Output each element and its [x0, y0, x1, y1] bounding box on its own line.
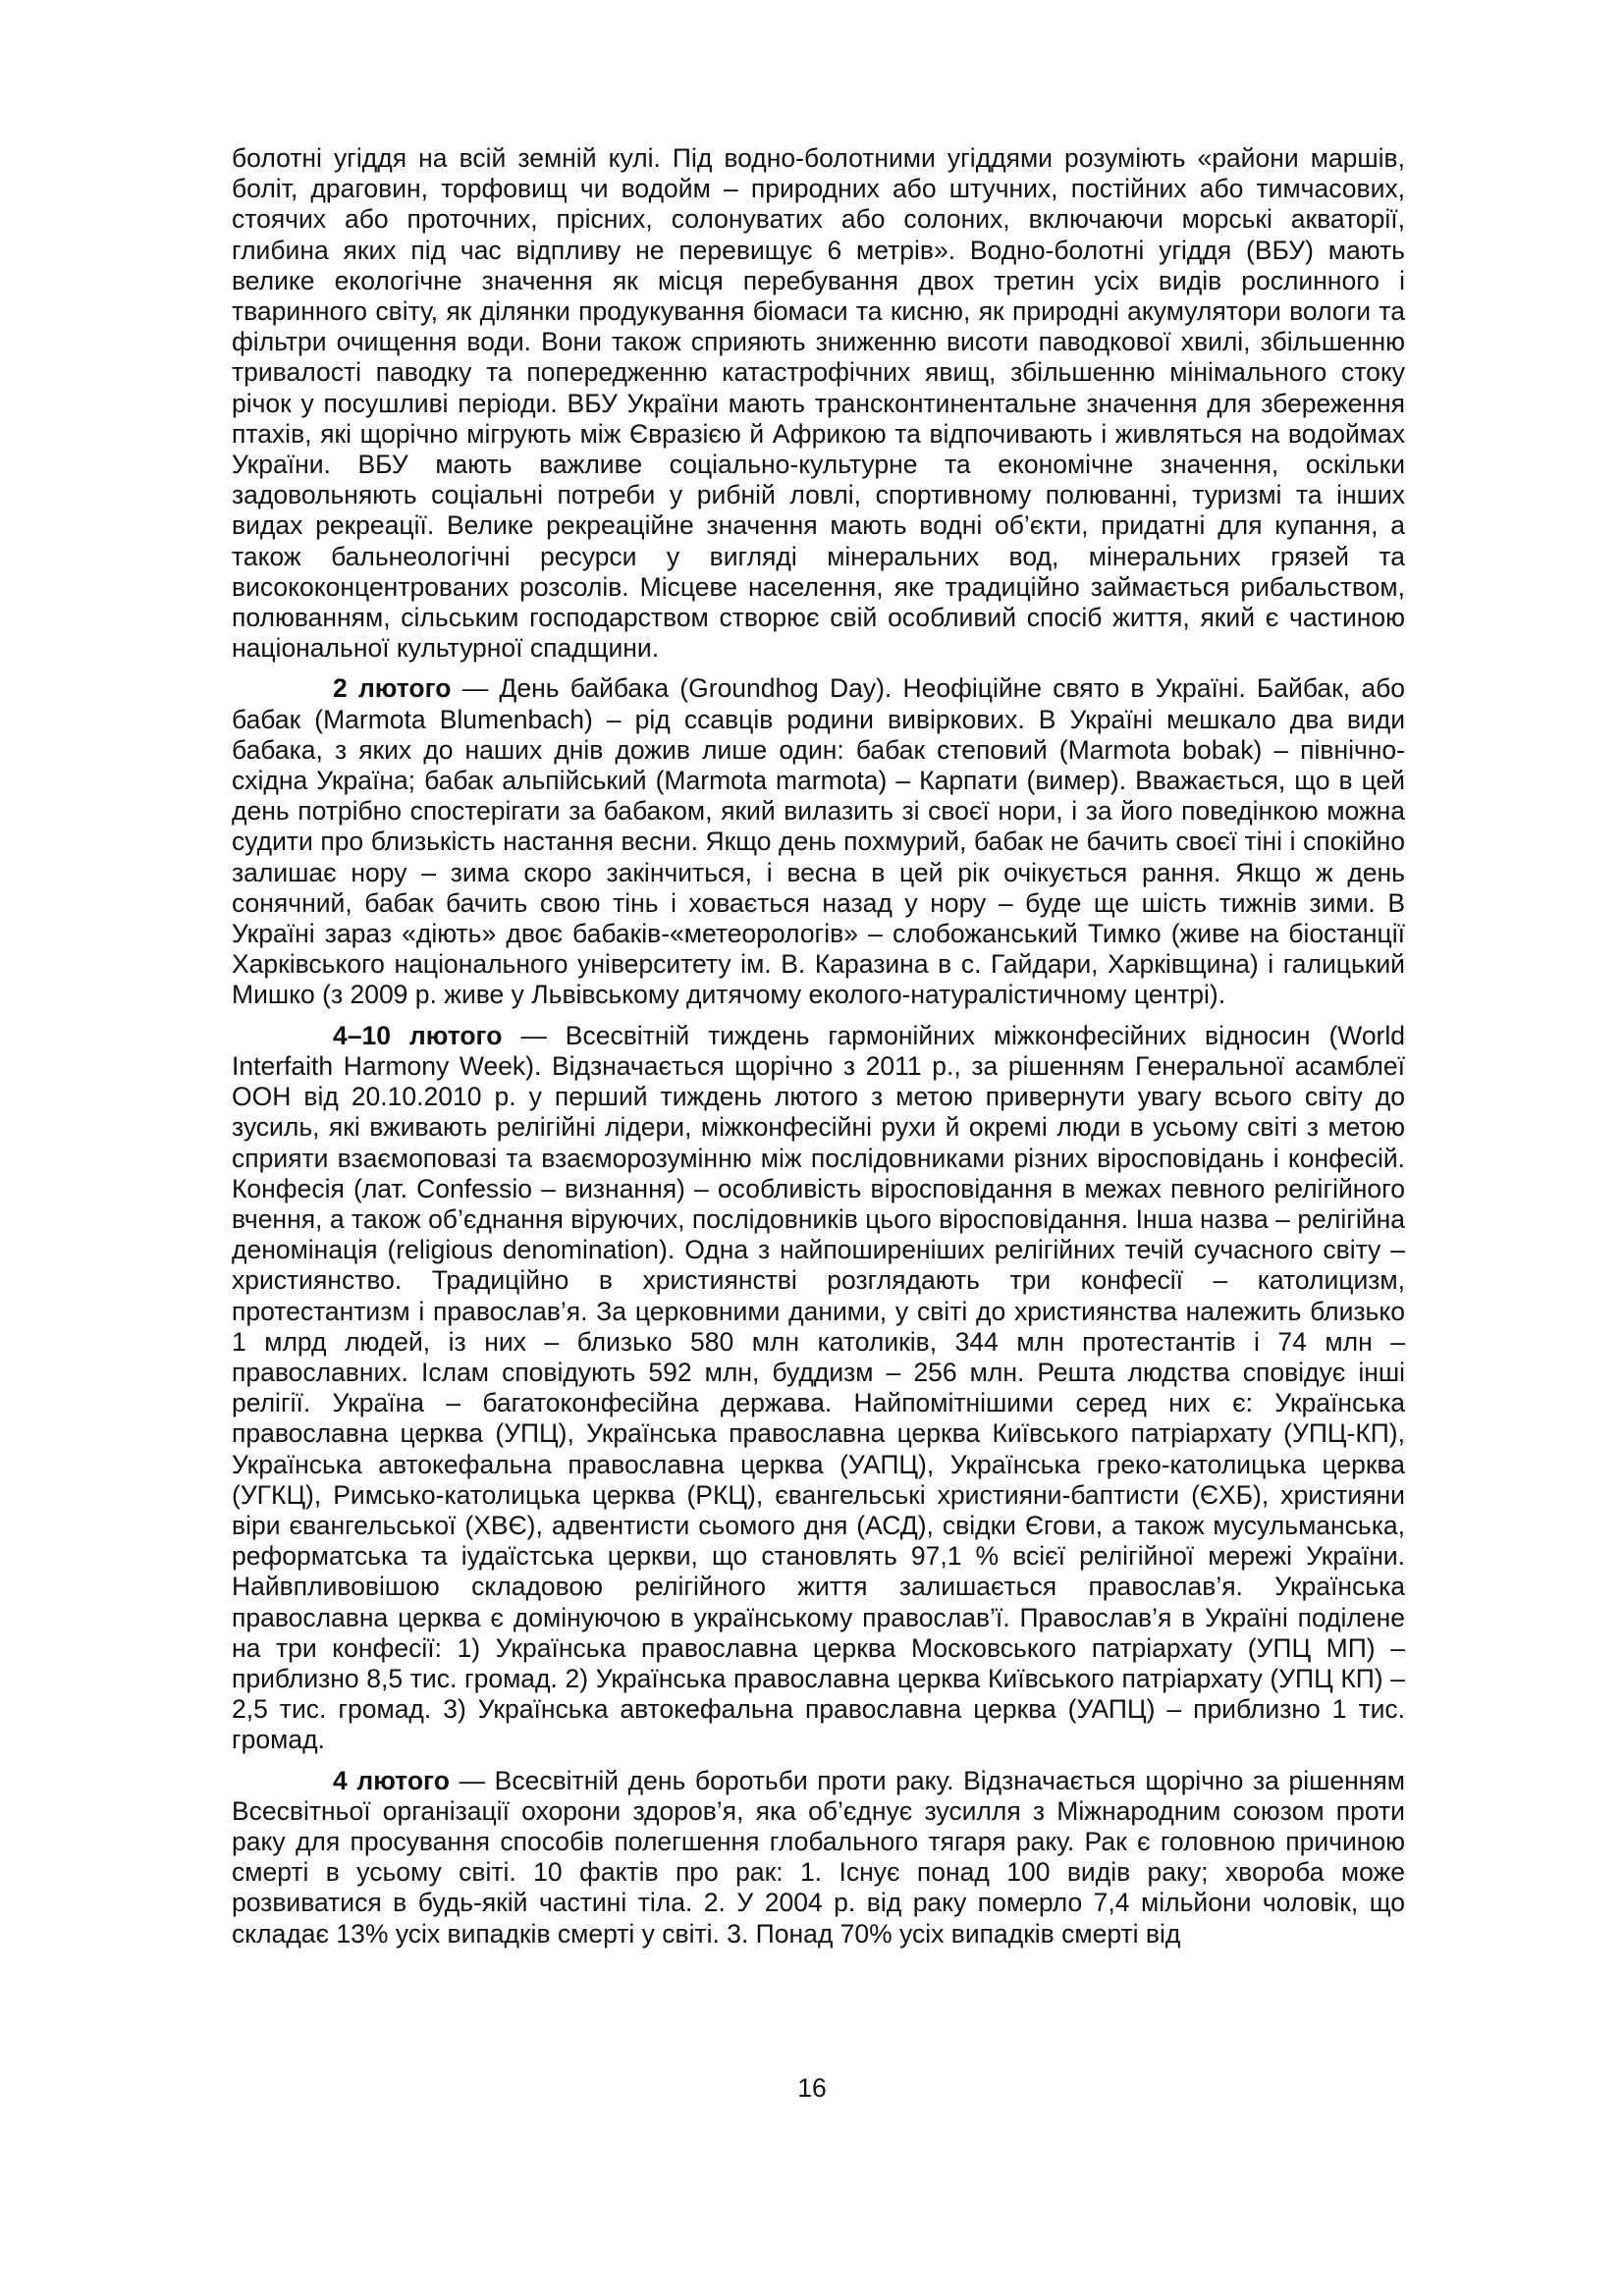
entry-groundhog-day: [232, 673, 1405, 1010]
entry-world-cancer-day: [232, 1766, 1405, 1949]
entry-interfaith-harmony-week: [232, 1021, 1405, 1756]
document-page: [232, 143, 1405, 1959]
entry-date: 4 лютого: [333, 1765, 450, 1795]
entry-date: 4–10 лютого: [333, 1020, 503, 1050]
entry-text: — День байбака (Groundhog Day). Неофіційне свято в Україні. Байбак, або бабак (Marmota Blumenbach) – рід ссавців родини вивіркових. В Україні мешкало два види бабака, з яких до наших днів дожив лише один: бабак степовий (Marmota bobak) – північно-східна Україна; бабак альпійський (Marmota marmota) – Карпати (вимер). Вважається, що в цей день потрібно спостерігати за бабаком, який вилазить зі своєї нори, і за його поведінкою можна судити про близькість настання весни. Якщо день похмурий, бабак не бачить своєї тіні і спокійно залишає нору – зима скоро закінчиться, і весна в цей рік очікується рання. Якщо ж день сонячний, бабак бачить свою тінь і ховається назад у нору – буде ще шість тижнів зими. В Україні зараз «діють» двоє бабаків-«метеорологів» – слобожанський Тимко (живе на біостанції Харківського національного університету ім. В. Каразина в с. Гайдари, Харківщина) і галицький Мишко (з 2009 р. живе у Львівському дитячому еколого-натуралістичному центрі).: [232, 673, 1405, 1010]
entry-text: — Всесвітній тиждень гармонійних міжконфесійних відносин (World Interfaith Harmony Week). Відзначається щорічно з 2011 р., за рішенням Генеральної асамблеї ООН від 20.10.2010 р. у перший тиждень лютого з метою привернути увагу всього світу до зусиль, які вживають релігійні лідери, міжконфесійні рухи й окремі люди в усьому світі з метою сприяти взаємоповазі та взаєморозумінню між послідовниками різних віросповідань і конфесій. Конфесія (лат. Confessio – визнання) – особливість віросповідання в межах певного релігійного вчення, а також об’єднання віруючих, послідовників цього віросповідання. Інша назва – релігійна деномінація (religious denomination). Одна з найпоширеніших релігійних течій сучасного світу – християнство. Традиційно в християнстві розглядають три конфесії – католицизм, протестантизм і православ’я. За церковними даними, у світі до християнства належить близько 1 млрд людей, із них – близько 580 млн католиків, 344 млн протестантів і 74 млн – православних. Іслам сповідують 592 млн, буддизм – 256 млн. Решта людства сповідує інші релігії. Україна – багатоконфесійна держава. Найпомітнішими серед них є: Українська православна церква (УПЦ), Українська православна церква Київського патріархату (УПЦ-КП), Українська автокефальна православна церква (УАПЦ), Українська греко-католицька церква (УГКЦ), Римсько-католицька церква (РКЦ), євангельські християни-баптисти (ЄХБ), християни віри євангельської (ХВЄ), адвентисти сьомого дня (АСД), свідки Єгови, а також мусульманська, реформатська та іудаїстська церкви, що становлять 97,1 % всієї релігійної мережі України. Найвпливовішою складовою релігійного життя залишається православ’я. Українська православна церква є домінуючою в українському православ’ї. Православ’я в Україні поділене на три конфесії: 1) Українська православна церква Московського патріархату (УПЦ МП) – приблизно 8,5 тис. громад. 2) Українська православна церква Київського патріархату (УПЦ КП) – 2,5 тис. громад. 3) Українська автокефальна православна церква (УАПЦ) – приблизно 1 тис. громад.: [232, 1020, 1406, 1755]
entry-text: — Всесвітній день боротьби проти раку. Відзначається щорічно за рішенням Всесвітньої організації охорони здоров’я, яка об’єднує зусилля з Міжнародним союзом проти раку для просування способів полегшення глобального тягаря раку. Рак є головною причиною смерті в усьому світі. 10 фактів про рак: 1. Існує понад 100 видів раку; хвороба може розвиватися в будь-якій частині тіла. 2. У 2004 р. від раку померло 7,4 мільйони чоловік, що складає 13% усіх випадків смерті у світі. 3. Понад 70% усіх випадків смерті від: [232, 1765, 1405, 1949]
intro-paragraph: болотні угіддя на всій земній кулі. Під водно-болотними угіддями розуміють «райони маршів, боліт, драговин, торфовищ чи водойм – природних або штучних, постійних або тимчасових, стоячих або проточних, прісних, солонуватих або солоних, включаючи морські акваторії, глибина яких під час відпливу не перевищує 6 метрів». Водно-болотні угіддя (ВБУ) мають велике екологічне значення як місця перебування двох третин усіх видів рослинного і тваринного світу, як ділянки продукування біомаси та кисню, як природні акумулятори вологи та фільтри очищення води. Вони також сприяють зниженню висоти паводкової хвилі, збільшенню тривалості паводку та попередженню катастрофічних явищ, збільшенню мінімального стоку річок у посушливі періоди. ВБУ України мають трансконтинентальне значення для збереження птахів, які щорічно мігрують між Євразією й Африкою та відпочивають і живляться на водоймах України. ВБУ мають важливе соціально-культурне та економічне значення, оскільки задовольняють соціальні потреби у рибній ловлі, спортивному полюванні, туризмі та інших видах рекреації. Велике рекреаційне значення мають водні об’єкти, придатні для купання, а також бальнеологічні ресурси у вигляді мінеральних вод, мінеральних грязей та висококонцентрованих розсолів. Місцеве населення, яке традиційно займається рибальством, полюванням, сільським господарством створює свій особливий спосіб життя, який є частиною національної культурної спадщини.: [232, 143, 1405, 664]
entry-date: 2 лютого: [333, 673, 452, 704]
page-number: 16: [797, 2073, 827, 2103]
